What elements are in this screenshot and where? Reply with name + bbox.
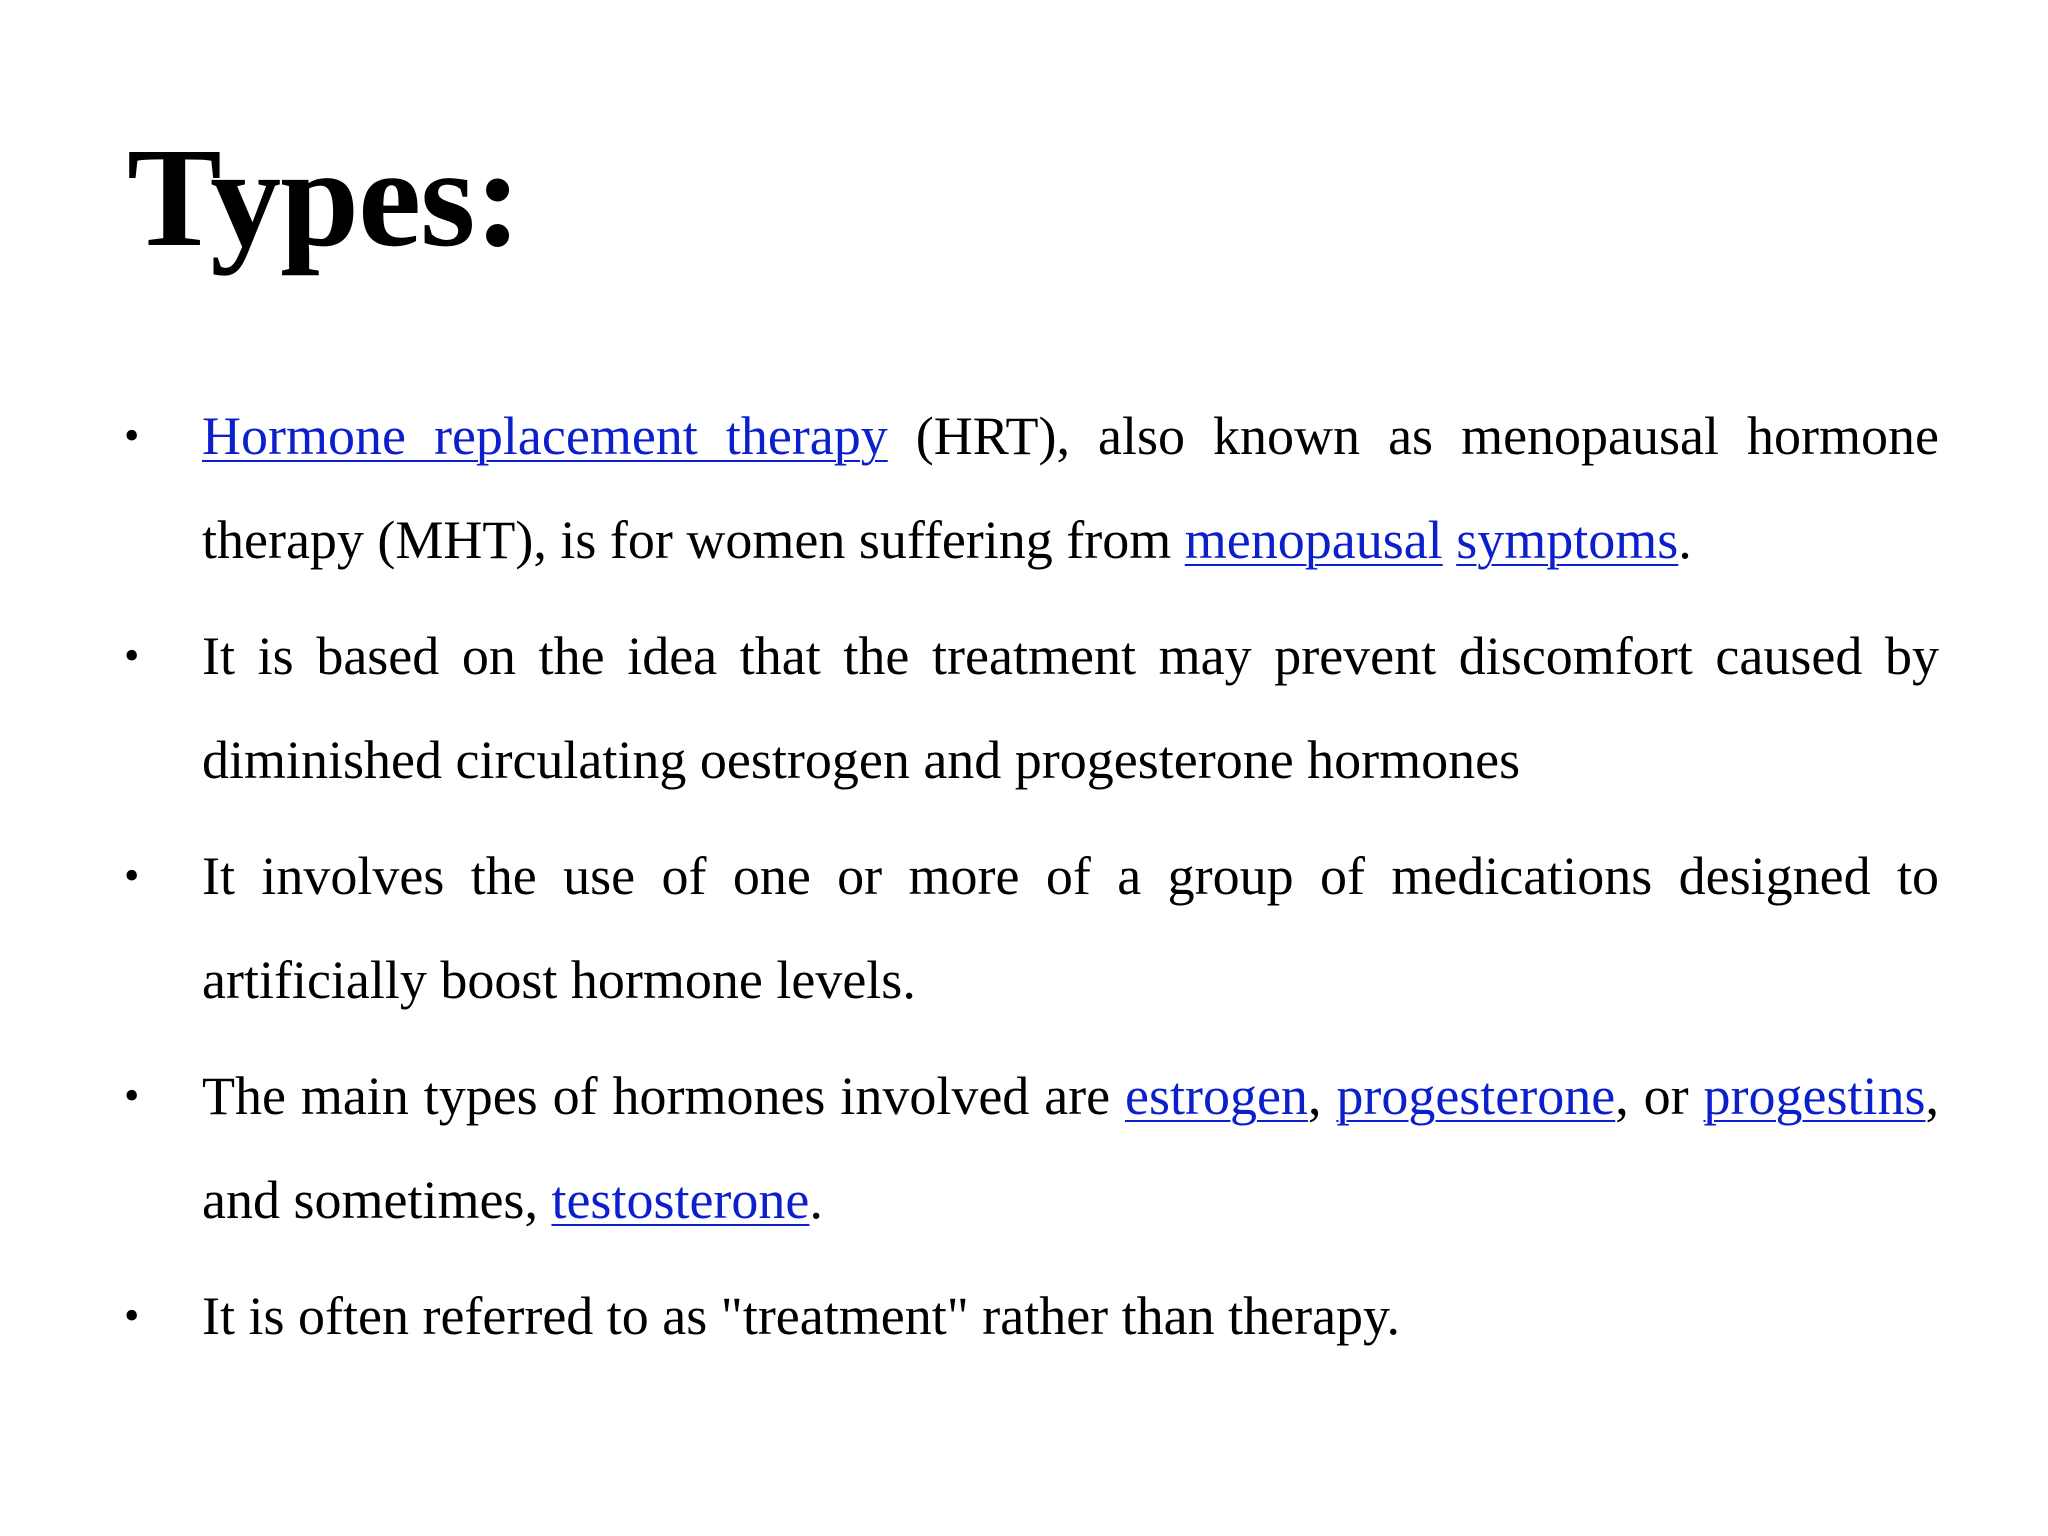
- bullet-text: It is based on the idea that the treatment may prevent discomfort caused by diminished circulating oestrogen and progesterone hormones: [202, 626, 1939, 790]
- link-estrogen[interactable]: estrogen: [1125, 1066, 1308, 1126]
- bullet-text: (HRT), also known as menopausal hormone therapy (MHT), is for women suffering from: [202, 406, 1939, 570]
- bullet-text: , or: [1615, 1066, 1704, 1126]
- bullet-icon: •: [124, 1291, 140, 1340]
- link-progesterone[interactable]: progesterone: [1336, 1066, 1616, 1126]
- bullet-item-hormone-types: [0, 1044, 1939, 1252]
- bullet-item-medications: [0, 824, 1939, 1032]
- bullet-item-treatment: [0, 1264, 1939, 1368]
- bullet-item-discomfort: [0, 604, 1939, 812]
- bullet-text: .: [809, 1170, 823, 1230]
- bullet-text: It is often referred to as "treatment" rather than therapy.: [202, 1286, 1401, 1346]
- bullet-icon: •: [124, 411, 140, 460]
- bullet-text: .: [1678, 510, 1692, 570]
- bullet-text: The main types of hormones involved are: [202, 1066, 1125, 1126]
- bullet-text: [1443, 510, 1457, 570]
- link-symptoms[interactable]: symptoms: [1456, 510, 1679, 570]
- link-hormone-replacement-therapy[interactable]: Hormone replacement therapy: [202, 406, 888, 466]
- bullet-list: [0, 384, 2048, 1380]
- slide-title: Types:: [127, 118, 521, 276]
- link-menopausal[interactable]: menopausal: [1184, 510, 1443, 570]
- link-testosterone[interactable]: testosterone: [551, 1170, 810, 1230]
- bullet-icon: •: [124, 1071, 140, 1120]
- bullet-text: ,: [1307, 1066, 1337, 1126]
- link-progestins[interactable]: progestins: [1703, 1066, 1926, 1126]
- bullet-icon: •: [124, 631, 140, 680]
- bullet-item-hrt: [0, 384, 1939, 592]
- bullet-text: , and sometimes,: [202, 1066, 1940, 1230]
- bullet-icon: •: [124, 851, 140, 900]
- bullet-text: It involves the use of one or more of a group of medications designed to artificially boost hormone levels.: [202, 846, 1939, 1010]
